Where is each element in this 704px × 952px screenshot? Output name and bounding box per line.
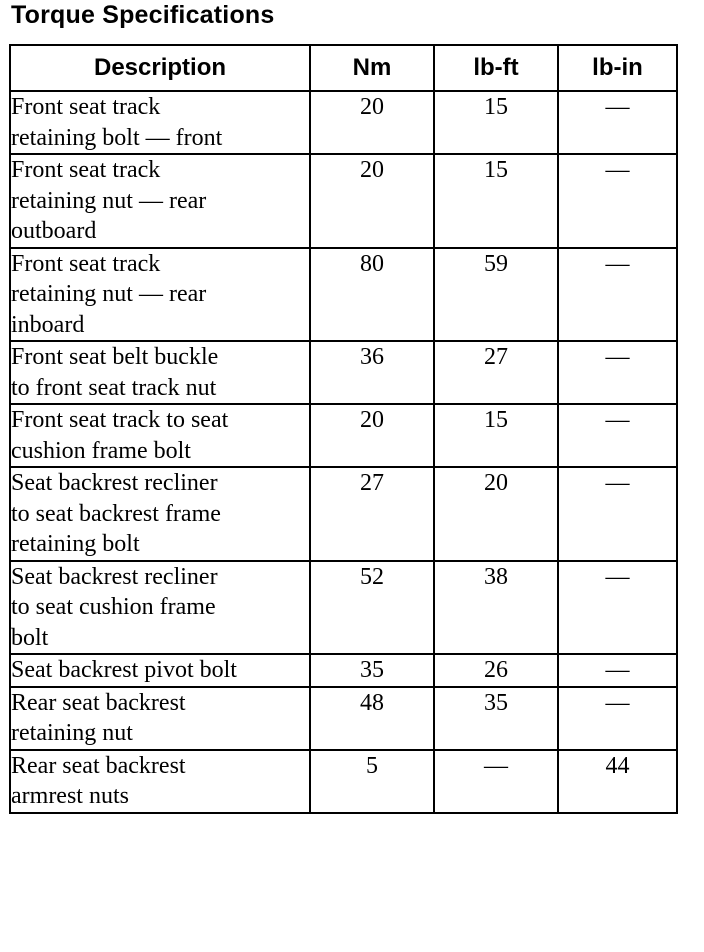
nm-cell: 20 <box>310 404 434 467</box>
lb-in-cell: — <box>558 154 677 248</box>
lb-ft-cell: — <box>434 750 558 813</box>
description-line: Rear seat backrest <box>11 752 186 779</box>
description-cell <box>10 654 310 687</box>
lb-ft-cell: 27 <box>434 341 558 404</box>
lb-in-cell: — <box>558 341 677 404</box>
lb-ft-cell: 15 <box>434 404 558 467</box>
column-header-lb-in: lb-in <box>558 45 677 91</box>
description-cell <box>10 341 310 404</box>
lb-ft-cell: 35 <box>434 687 558 750</box>
description-line: Front seat track <box>11 94 161 120</box>
description-line: retaining nut <box>11 720 133 746</box>
table-row <box>10 561 677 655</box>
description-cell <box>10 404 310 467</box>
description-line: Seat backrest recliner <box>11 470 218 496</box>
nm-cell: 48 <box>310 687 434 750</box>
description-line: retaining nut — rear <box>11 281 207 307</box>
lb-ft-cell: 15 <box>434 91 558 154</box>
table-header-row <box>10 45 677 91</box>
description-line: Seat backrest recliner <box>11 563 218 590</box>
description-cell <box>10 248 310 342</box>
lb-in-cell: — <box>558 654 677 687</box>
table-row <box>10 654 677 687</box>
table-row <box>10 687 677 750</box>
column-header-nm: Nm <box>310 45 434 91</box>
description-cell <box>10 467 310 561</box>
description-line: Front seat track to seat <box>11 407 229 433</box>
description-cell <box>10 750 310 813</box>
nm-cell: 36 <box>310 341 434 404</box>
lb-ft-cell: 20 <box>434 467 558 561</box>
nm-cell: 27 <box>310 467 434 561</box>
description-line: to front seat track nut <box>11 374 217 401</box>
lb-in-cell: — <box>558 248 677 342</box>
lb-in-cell: — <box>558 91 677 154</box>
description-line: Front seat track <box>11 250 161 277</box>
column-header-lb-ft: lb-ft <box>434 45 558 91</box>
lb-ft-cell: 38 <box>434 561 558 655</box>
nm-cell: 80 <box>310 248 434 342</box>
table-body <box>10 91 677 813</box>
page-title: Torque Specifications <box>11 1 275 29</box>
description-line: retaining bolt <box>11 531 140 557</box>
description-line: Front seat belt buckle <box>11 344 219 370</box>
nm-cell: 20 <box>310 154 434 248</box>
table-row <box>10 750 677 813</box>
description-line: outboard <box>11 218 97 244</box>
description-line: retaining nut — rear <box>11 187 207 214</box>
description-line: Front seat track <box>11 157 161 183</box>
lb-in-cell: — <box>558 687 677 750</box>
table-row <box>10 467 677 561</box>
description-line: armrest nuts <box>11 783 129 809</box>
description-line: retaining bolt — front <box>11 124 223 151</box>
table-row <box>10 154 677 248</box>
description-line: to seat cushion frame <box>11 594 216 620</box>
description-cell <box>10 561 310 655</box>
table-row <box>10 404 677 467</box>
lb-in-cell: — <box>558 404 677 467</box>
description-cell <box>10 91 310 154</box>
nm-cell: 35 <box>310 654 434 687</box>
table-row <box>10 91 677 154</box>
lb-ft-cell: 26 <box>434 654 558 687</box>
lb-ft-cell: 59 <box>434 248 558 342</box>
nm-cell: 52 <box>310 561 434 655</box>
description-cell <box>10 687 310 750</box>
column-header-description: Description <box>10 45 310 91</box>
description-line: inboard <box>11 311 85 338</box>
description-line: bolt <box>11 624 49 651</box>
description-line: cushion frame bolt <box>11 437 191 464</box>
description-line: to seat backrest frame <box>11 500 221 527</box>
nm-cell: 5 <box>310 750 434 813</box>
lb-in-cell: 44 <box>558 750 677 813</box>
table-row <box>10 248 677 342</box>
torque-specifications-table <box>9 44 678 814</box>
description-line: Seat backrest pivot bolt <box>11 657 237 683</box>
nm-cell: 20 <box>310 91 434 154</box>
lb-in-cell: — <box>558 561 677 655</box>
description-line: Rear seat backrest <box>11 689 186 716</box>
lb-ft-cell: 15 <box>434 154 558 248</box>
lb-in-cell: — <box>558 467 677 561</box>
table-row <box>10 341 677 404</box>
description-cell <box>10 154 310 248</box>
